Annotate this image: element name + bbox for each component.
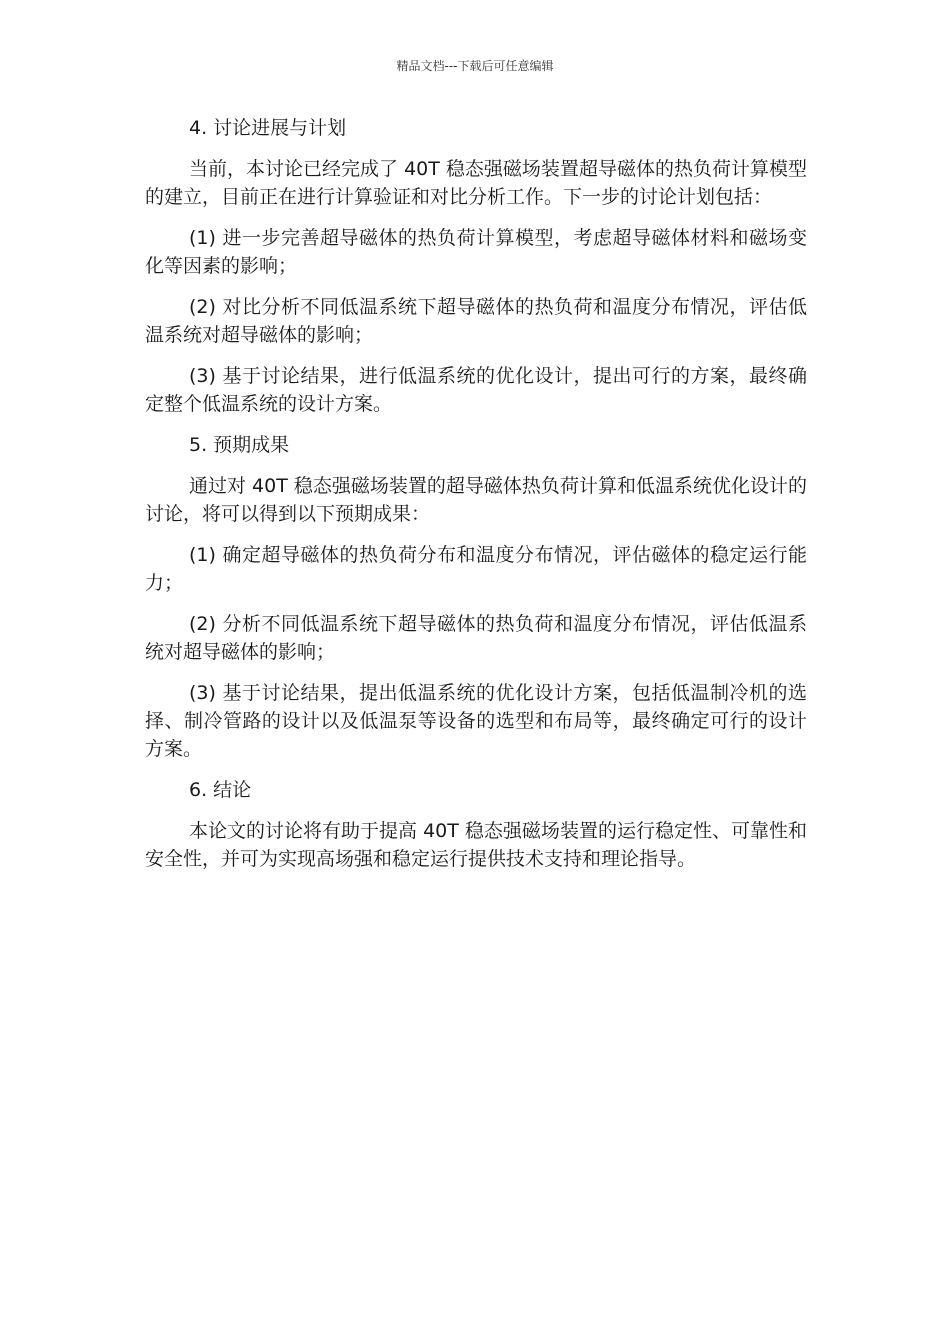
list-item: (3) 基于讨论结果，进行低温系统的优化设计，提出可行的方案，最终确定整个低温系统的设计方案。 <box>145 365 807 415</box>
list-item: (2) 分析不同低温系统下超导磁体的热负荷和温度分布情况，评估低温系统对超导磁体的影响； <box>145 613 807 663</box>
section-heading: 5. 预期成果 <box>189 434 290 456</box>
list-item: (1) 确定超导磁体的热负荷分布和温度分布情况，评估磁体的稳定运行能力； <box>145 544 807 594</box>
paragraph: 通过对 40T 稳态强磁场装置的超导磁体热负荷计算和低温系统优化设计的讨论，将可以得到以下预期成果： <box>145 475 807 525</box>
list-item: (3) 基于讨论结果，提出低温系统的优化设计方案，包括低温制冷机的选择、制冷管路的设计以及低温泵等设备的选型和布局等，最终确定可行的设计方案。 <box>145 682 807 760</box>
paragraph: 当前，本讨论已经完成了 40T 稳态强磁场装置超导磁体的热负荷计算模型的建立，目前正在进行计算验证和对比分析工作。下一步的讨论计划包括： <box>145 158 807 208</box>
document-body <box>145 114 807 886</box>
page-header: 精品文档---下载后可任意编辑 <box>396 59 554 73</box>
list-item: (1) 进一步完善超导磁体的热负荷计算模型，考虑超导磁体材料和磁场变化等因素的影响； <box>145 227 807 277</box>
section-heading: 4. 讨论进展与计划 <box>189 117 347 139</box>
paragraph: 本论文的讨论将有助于提高 40T 稳态强磁场装置的运行稳定性、可靠性和安全性，并可为实现高场强和稳定运行提供技术支持和理论指导。 <box>145 820 807 870</box>
section-heading: 6. 结论 <box>189 779 252 801</box>
list-item: (2) 对比分析不同低温系统下超导磁体的热负荷和温度分布情况，评估低温系统对超导磁体的影响； <box>145 296 807 346</box>
